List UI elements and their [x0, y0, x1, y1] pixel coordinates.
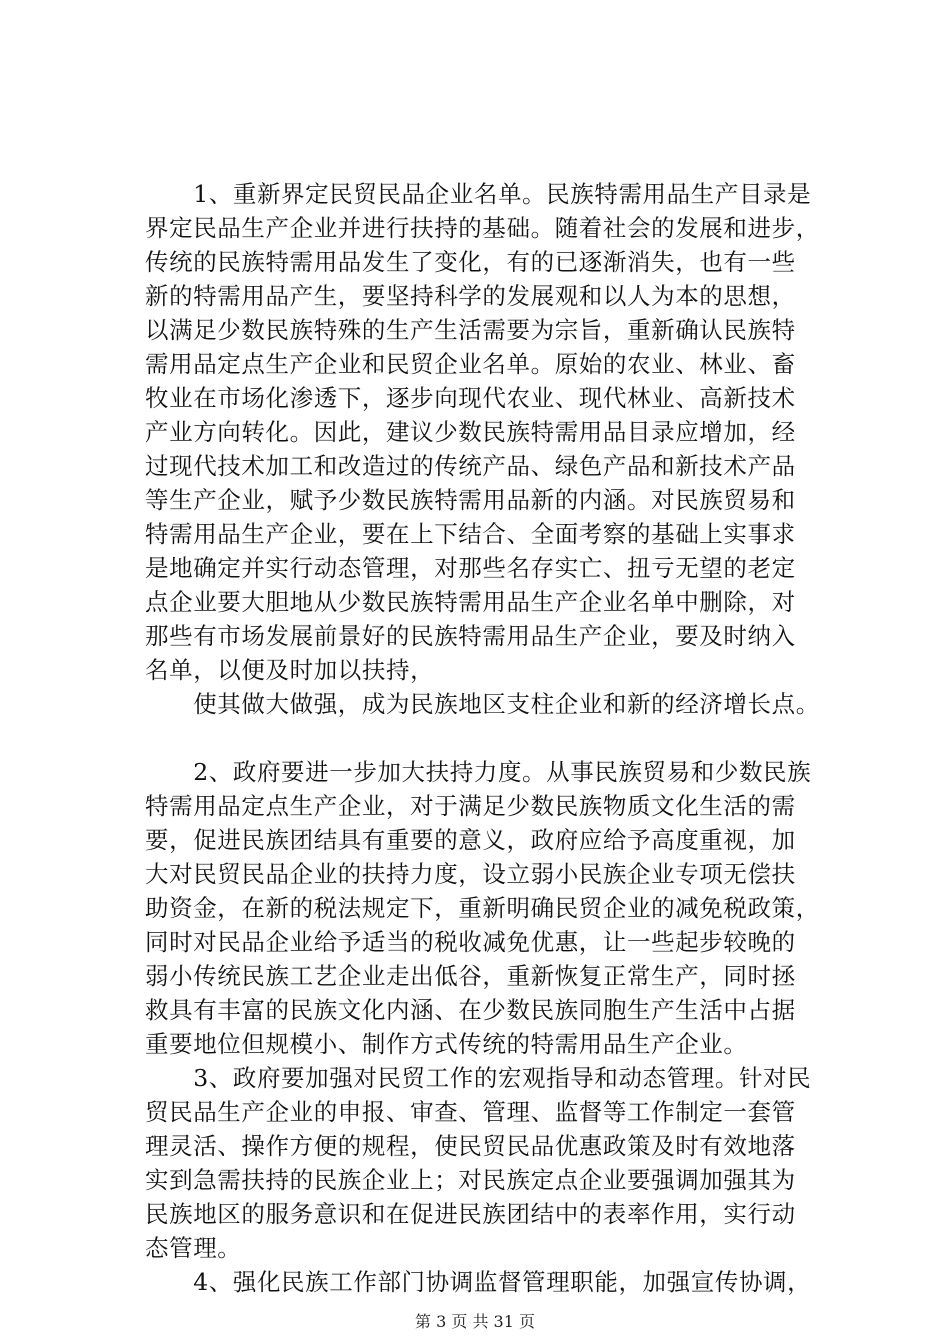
page-number-footer: 第 3 页 共 31 页: [415, 1312, 535, 1331]
paragraph-2-line-2: 特需用品定点生产企业，对于满足少数民族物质文化生活的需: [145, 792, 796, 820]
paragraph-2-line-6: 同时对民品企业给予适当的税收减免优惠，让一些起步较晚的: [145, 928, 796, 956]
paragraph-1-line-8: 产业方向转化。因此，建议少数民族特需用品目录应增加，经: [145, 418, 796, 446]
paragraph-2-line-3: 要，促进民族团结具有重要的意义，政府应给予高度重视，加: [145, 826, 796, 854]
paragraph-2-line-9: 重要地位但规模小、制作方式传统的特需用品生产企业。: [145, 1030, 748, 1058]
paragraph-3-line-2: 贸民品生产企业的申报、审查、管理、监督等工作制定一套管: [145, 1098, 796, 1126]
paragraph-1-line-3: 传统的民族特需用品发生了变化，有的已逐渐消失，也有一些: [145, 248, 796, 276]
paragraph-2-line-1: 2、政府要进一步加大扶持力度。从事民族贸易和少数民族: [145, 758, 812, 786]
paragraph-3-line-3: 理灵活、操作方便的规程，使民贸民品优惠政策及时有效地落: [145, 1132, 796, 1160]
paragraph-1-line-10: 等生产企业，赋予少数民族特需用品新的内涵。对民族贸易和: [145, 486, 796, 514]
paragraph-3-line-4: 实到急需扶持的民族企业上；对民族定点企业要强调加强其为: [145, 1166, 796, 1194]
paragraph-1-line-4: 新的特需用品产生，要坚持科学的发展观和以人为本的思想，: [145, 282, 796, 310]
paragraph-2-line-4: 大对民贸民品企业的扶持力度，设立弱小民族企业专项无偿扶: [145, 860, 796, 888]
paragraph-1-line-2: 界定民品生产企业并进行扶持的基础。随着社会的发展和进步，: [145, 214, 820, 242]
paragraph-4-line-1: 4、强化民族工作部门协调监督管理职能，加强宣传协调，: [145, 1268, 812, 1296]
paragraph-1-line-9: 过现代技术加工和改造过的传统产品、绿色产品和新技术产品: [145, 452, 796, 480]
paragraph-3-line-6: 态管理。: [145, 1234, 242, 1262]
paragraph-1-line-7: 牧业在市场化渗透下，逐步向现代农业、现代林业、高新技术: [145, 384, 796, 412]
paragraph-1-line-11: 特需用品生产企业，要在上下结合、全面考察的基础上实事求: [145, 520, 796, 548]
paragraph-2-line-7: 弱小传统民族工艺企业走出低谷，重新恢复正常生产，同时拯: [145, 962, 796, 990]
paragraph-1-line-12: 是地确定并实行动态管理，对那些名存实亡、扭亏无望的老定: [145, 554, 796, 582]
paragraph-1-line-5: 以满足少数民族特殊的生产生活需要为宗旨，重新确认民族特: [145, 316, 796, 344]
paragraph-3-line-5: 民族地区的服务意识和在促进民族团结中的表率作用，实行动: [145, 1200, 796, 1228]
paragraph-2-line-8: 救具有丰富的民族文化内涵、在少数民族同胞生产生活中占据: [145, 996, 796, 1024]
paragraph-3-line-1: 3、政府要加强对民贸工作的宏观指导和动态管理。针对民: [145, 1064, 812, 1092]
paragraph-1-line-15: 名单，以便及时加以扶持，: [145, 656, 435, 684]
paragraph-2-line-5: 助资金，在新的税法规定下，重新明确民贸企业的减免税政策，: [145, 894, 820, 922]
paragraph-1-line-6: 需用品定点生产企业和民贸企业名单。原始的农业、林业、畜: [145, 350, 796, 378]
paragraph-1-line-14: 那些有市场发展前景好的民族特需用品生产企业，要及时纳入: [145, 622, 796, 650]
paragraph-1-line-1: 1、重新界定民贸民品企业名单。民族特需用品生产目录是: [145, 180, 812, 208]
paragraph-1-line-13: 点企业要大胆地从少数民族特需用品生产企业名单中删除，对: [145, 588, 796, 616]
paragraph-1-line-16: 使其做大做强，成为民族地区支柱企业和新的经济增长点。: [145, 690, 820, 718]
